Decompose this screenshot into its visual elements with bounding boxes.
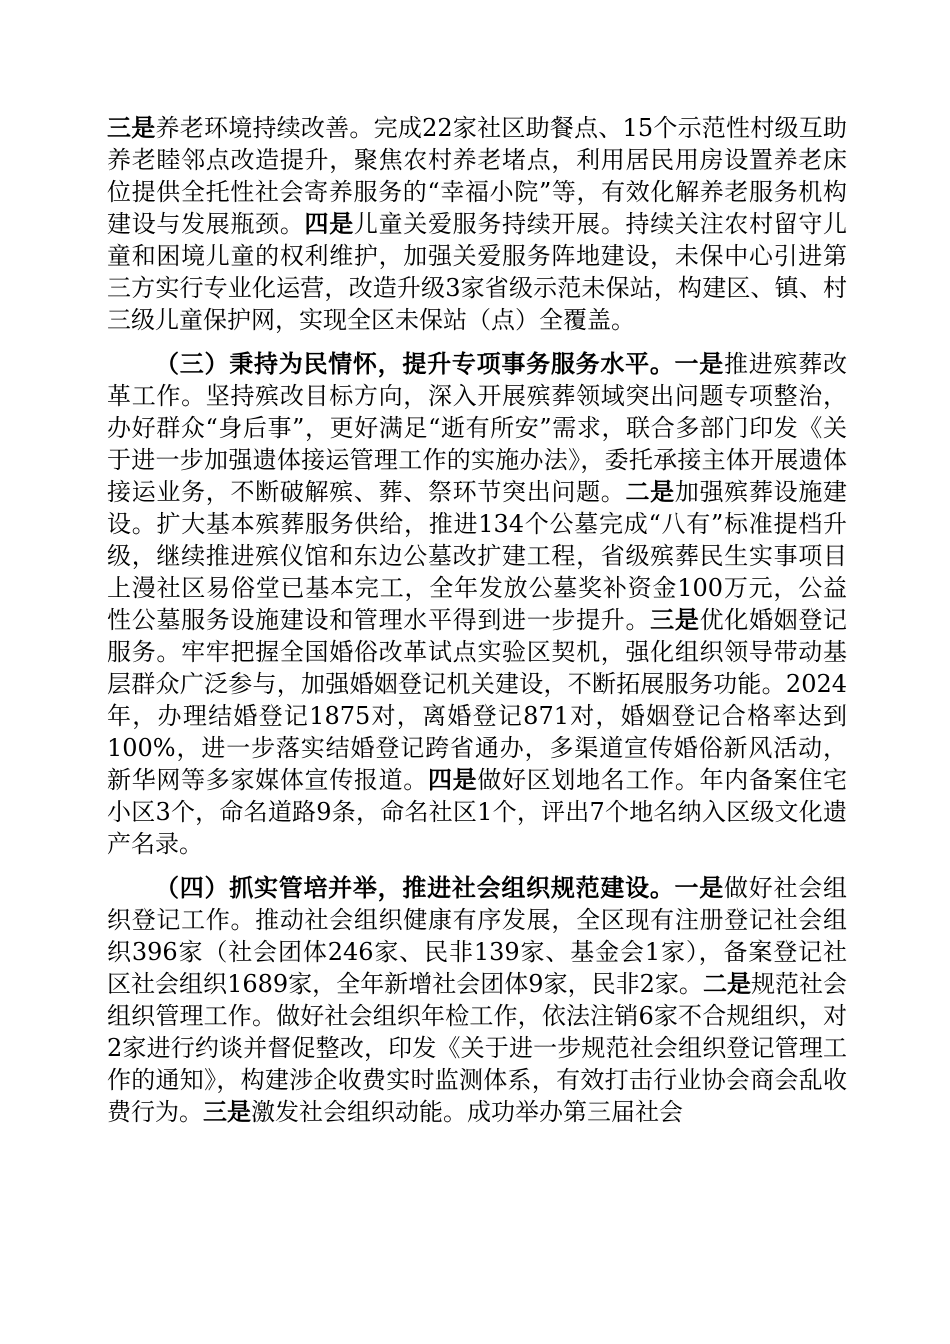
run-bold: 二是 <box>702 969 751 998</box>
run-text: 规范社会组织管理工作。做好社会组织年检工作，依法注销6家不合规组织，对2家进行约谈并督促整改，印发《关于进一步规范社会组织登记管理工作的通知》，构建涉企收费实时监测体系，有效打击行业协会商会乱收费行为。 <box>107 970 848 1126</box>
paragraph-elderly-children <box>107 112 847 336</box>
section-heading: （四）抓实管培并举，推进社会组织规范建设。一是 <box>155 873 725 902</box>
run-bold: 三是 <box>107 113 156 142</box>
run-bold: 二是 <box>625 477 675 506</box>
run-text: 做好区划地名工作。年内备案住宅小区3个，命名道路9条，命名社区1个，评出7个地名纳入区级文化遗产名录。 <box>107 766 848 858</box>
run-bold: 三是 <box>203 1097 251 1126</box>
run-text: 推进殡葬改革工作。坚持殡改目标方向，深入开展殡葬领域突出问题专项整治，办好群众“身后事”，更好满足“逝有所安”需求，联合多部门印发《关于进一步加强遗体接运管理工作的实施办法》，委托承接主体开展遗体接运业务，不断破解殡、葬、祭环节突出问题。 <box>107 350 848 506</box>
run-bold: 三是 <box>650 605 700 634</box>
document-body <box>107 112 847 1128</box>
run-text: 养老环境持续改善。完成22家社区助餐点、15个示范性村级互助养老睦邻点改造提升，聚焦农村养老堵点，利用居民用房设置养老床位提供全托性社会寄养服务的“幸福小院”等，有效化解养老服务机构建设与发展瓶颈。 <box>107 114 848 238</box>
paragraph-social-organizations <box>107 872 847 1128</box>
section-heading: （三）秉持为民情怀，提升专项事务服务水平。一是 <box>155 349 725 378</box>
run-text: 加强殡葬设施建设。扩大基本殡葬服务供给，推进134个公墓完成“八有”标准提档升级，继续推进殡仪馆和东边公墓改扩建工程，省级殡葬民生实事项目上漫社区易俗堂已基本完工，全年发放公墓奖补资金100万元，公益性公墓服务设施建设和管理水平得到进一步提升。 <box>107 478 848 634</box>
run-bold: 四是 <box>427 765 478 794</box>
paragraph-special-affairs <box>107 348 847 860</box>
run-text: 优化婚姻登记服务。牢牢把握全国婚俗改革试点实验区契机，强化组织领导带动基层群众广泛参与，加强婚姻登记机关建设，不断拓展服务功能。2024年，办理结婚登记1875对，离婚登记871对，婚姻登记合格率达到100%，进一步落实结婚登记跨省通办，多渠道宣传婚俗新风活动，新华网等多家媒体宣传报道。 <box>107 606 848 794</box>
run-text: 儿童关爱服务持续开展。持续关注农村留守儿童和困境儿童的权利维护，加强关爱服务阵地建设，未保中心引进第三方实行专业化运营，改造升级3家省级示范未保站，构建区、镇、村三级儿童保护网，实现全区未保站（点）全覆盖。 <box>107 210 848 334</box>
run-text: 做好社会组织登记工作。推动社会组织健康有序发展，全区现有注册登记社会组织396家（社会团体246家、民非139家、基金会1家），备案登记社区社会组织1689家，全年新增社会团体9家，民非2家。 <box>107 874 848 998</box>
run-bold: 四是 <box>304 209 354 238</box>
run-text: 激发社会组织动能。成功举办第三届社会 <box>251 1098 683 1126</box>
